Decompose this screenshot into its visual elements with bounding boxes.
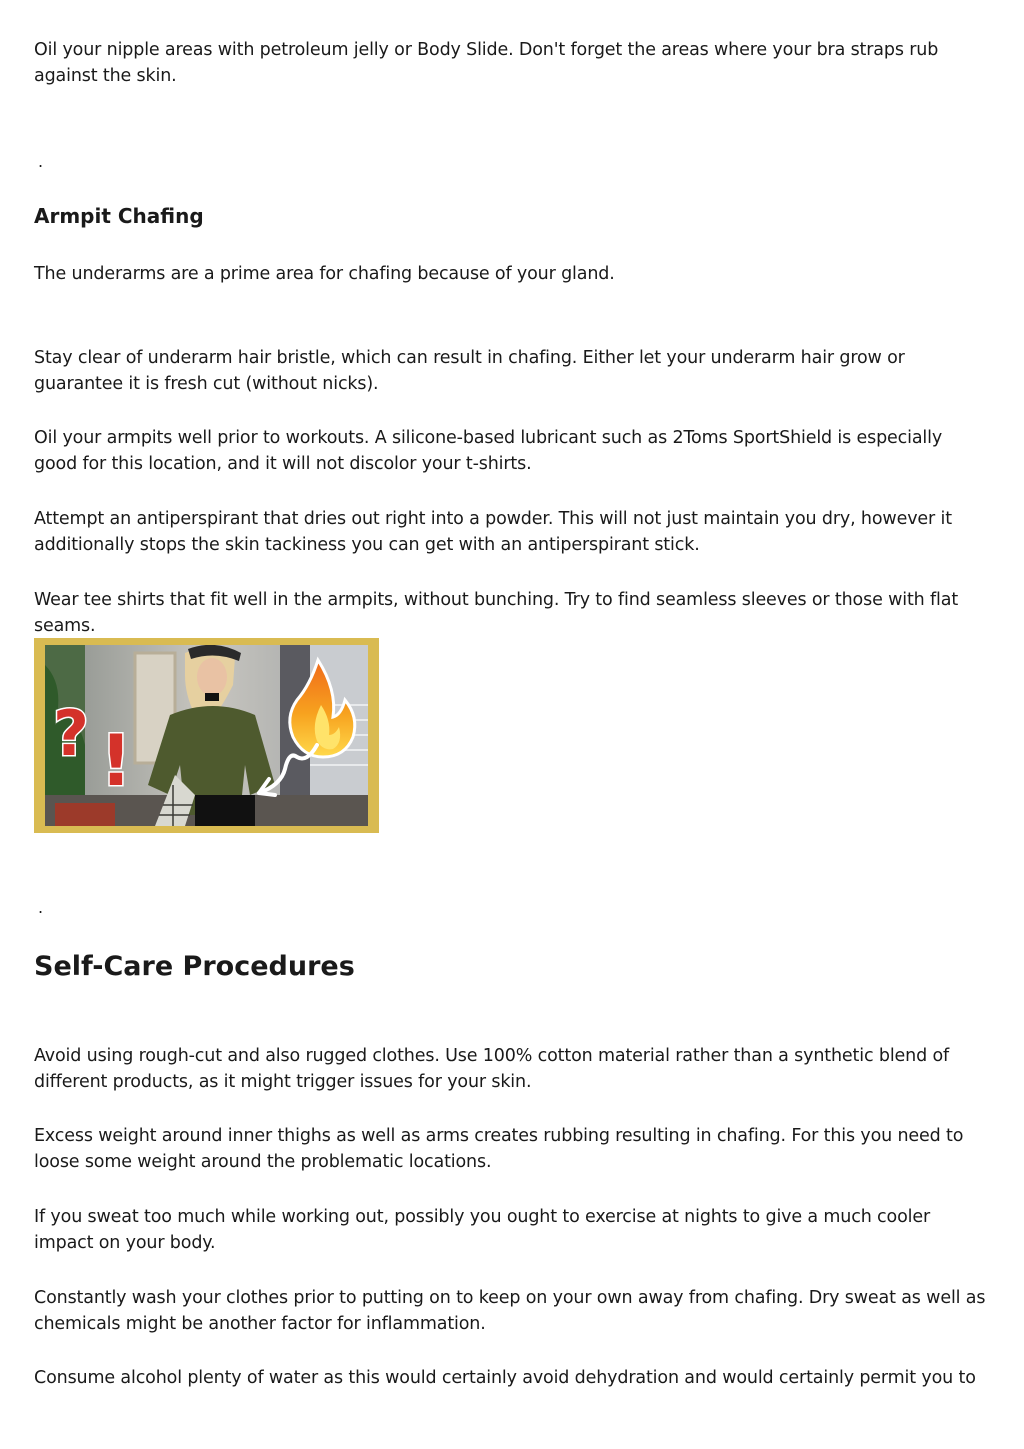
- armpit-tip-paragraph: Wear tee shirts that fit well in the armpits, without bunching. Try to find seamless sleeves or those with flat seams.: [34, 590, 959, 636]
- video-thumbnail: [34, 638, 379, 833]
- self-care-tip-paragraph: Avoid using rough-cut and also rugged clothes. Use 100% cotton material rather than a synthetic blend of different products, as it might trigger issues for your skin.: [34, 1046, 950, 1092]
- armpit-intro-paragraph: The underarms are a prime area for chafing because of your gland.: [34, 264, 615, 284]
- self-care-tip-paragraph: Excess weight around inner thighs as well as arms creates rubbing resulting in chafing. For this you need to loose some weight around the problematic locations.: [34, 1126, 964, 1172]
- armpit-tip-paragraph: Attempt an antiperspirant that dries out right into a powder. This will not just maintain you dry, however it additionally stops the skin tackiness you can get with an antiperspirant stick.: [34, 509, 952, 555]
- self-care-tip-paragraph: Consume alcohol plenty of water as this would certainly avoid dehydration and would certainly permit you to: [34, 1368, 976, 1388]
- self-care-tip-paragraph: If you sweat too much while working out, possibly you ought to exercise at nights to give a much cooler impact on your body.: [34, 1207, 931, 1253]
- armpit-chafing-heading: Armpit Chafing: [34, 204, 204, 228]
- exclamation-mark-icon: [100, 720, 132, 802]
- self-care-heading: Self-Care Procedures: [34, 951, 355, 982]
- thumbnail-image: [45, 645, 368, 826]
- question-mark-icon: [53, 697, 89, 770]
- separator-dot: .: [38, 898, 44, 917]
- armpit-tip-paragraph: Stay clear of underarm hair bristle, which can result in chafing. Either let your underarm hair grow or guarantee it is fresh cut (without nicks).: [34, 348, 905, 394]
- self-care-tip-paragraph: Constantly wash your clothes prior to putting on to keep on your own away from chafing. Dry sweat as well as chemicals might be another factor for inflammation.: [34, 1288, 986, 1334]
- separator-dot: .: [38, 152, 44, 171]
- svg-text:!: !: [100, 720, 132, 802]
- armpit-tip-paragraph: Oil your armpits well prior to workouts. A silicone-based lubricant such as 2Toms SportShield is especially good for this location, and it will not discolor your t-shirts.: [34, 428, 943, 474]
- svg-text:?: ?: [53, 697, 89, 770]
- nipple-tip-paragraph: Oil your nipple areas with petroleum jelly or Body Slide. Don't forget the areas where your bra straps rub against the skin.: [34, 40, 939, 86]
